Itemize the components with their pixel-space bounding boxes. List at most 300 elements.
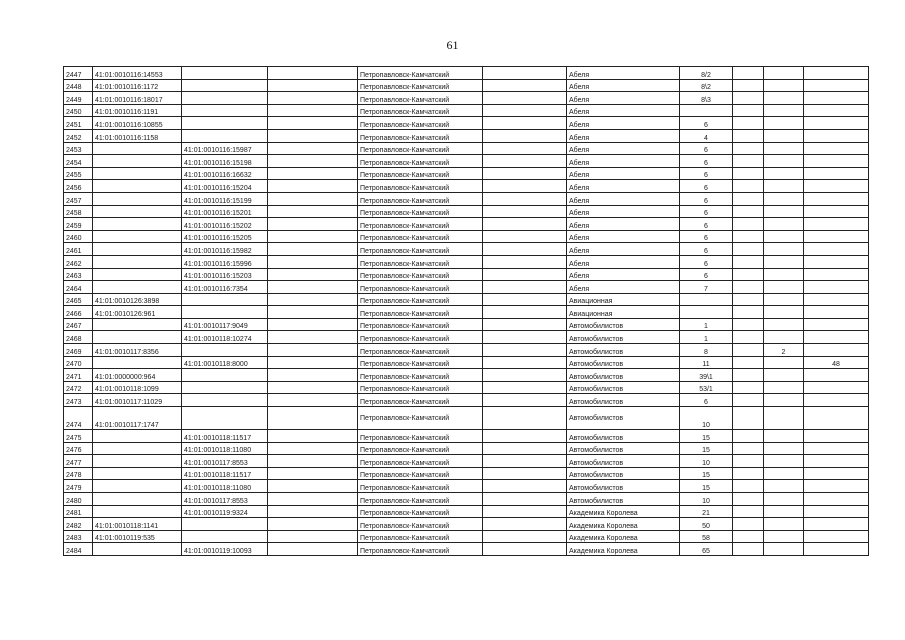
house-number-cell: 6 xyxy=(680,117,733,130)
street-cell: Абеля xyxy=(567,167,680,180)
extra-cell-1 xyxy=(733,142,764,155)
table-row xyxy=(64,430,869,443)
street-cell: Абеля xyxy=(567,92,680,105)
city-cell: Петропавловск-Камчатский xyxy=(358,356,483,369)
cadastral-number-alt-cell: 41:01:0010118:11517 xyxy=(182,430,268,443)
cadastral-number-cell xyxy=(93,180,182,193)
extra-cell-1 xyxy=(733,281,764,294)
empty-cell xyxy=(483,67,567,80)
cadastral-number-cell: 41:01:0010116:10855 xyxy=(93,117,182,130)
cadastral-number-cell: 41:01:0010116:1172 xyxy=(93,79,182,92)
extra-cell-1 xyxy=(733,230,764,243)
extra-cell-1 xyxy=(733,155,764,168)
empty-cell xyxy=(483,518,567,531)
extra-cell-3 xyxy=(804,430,869,443)
empty-cell xyxy=(268,67,358,80)
row-number-cell: 2469 xyxy=(64,344,93,357)
house-number-cell: 6 xyxy=(680,192,733,205)
row-number-cell: 2482 xyxy=(64,518,93,531)
house-number-cell: 6 xyxy=(680,255,733,268)
cadastral-number-alt-cell: 41:01:0010118:10274 xyxy=(182,331,268,344)
house-number-cell: 6 xyxy=(680,205,733,218)
city-cell: Петропавловск-Камчатский xyxy=(358,543,483,556)
empty-cell xyxy=(483,530,567,543)
city-cell: Петропавловск-Камчатский xyxy=(358,318,483,331)
cadastral-number-cell xyxy=(93,356,182,369)
empty-cell xyxy=(268,281,358,294)
table-row xyxy=(64,117,869,130)
extra-cell-1 xyxy=(733,518,764,531)
table-row xyxy=(64,530,869,543)
empty-cell xyxy=(268,155,358,168)
table-row xyxy=(64,442,869,455)
extra-cell-3: 48 xyxy=(804,356,869,369)
page-number: 61 xyxy=(446,38,459,52)
extra-cell-2 xyxy=(764,306,804,319)
extra-cell-3 xyxy=(804,518,869,531)
row-number-cell: 2480 xyxy=(64,493,93,506)
row-number-cell: 2455 xyxy=(64,167,93,180)
city-cell: Петропавловск-Камчатский xyxy=(358,530,483,543)
city-cell: Петропавловск-Камчатский xyxy=(358,467,483,480)
house-number-cell: 39\1 xyxy=(680,369,733,382)
table-row xyxy=(64,218,869,231)
street-cell: Авиационная xyxy=(567,293,680,306)
extra-cell-2 xyxy=(764,205,804,218)
table-row xyxy=(64,369,869,382)
house-number-cell: 10 xyxy=(680,455,733,468)
extra-cell-3 xyxy=(804,129,869,142)
empty-cell xyxy=(483,243,567,256)
row-number-cell: 2475 xyxy=(64,430,93,443)
city-cell: Петропавловск-Камчатский xyxy=(358,407,483,430)
row-number-cell: 2462 xyxy=(64,255,93,268)
row-number-cell: 2454 xyxy=(64,155,93,168)
empty-cell xyxy=(268,293,358,306)
city-cell: Петропавловск-Камчатский xyxy=(358,255,483,268)
extra-cell-2 xyxy=(764,505,804,518)
extra-cell-1 xyxy=(733,79,764,92)
city-cell: Петропавловск-Камчатский xyxy=(358,129,483,142)
city-cell: Петропавловск-Камчатский xyxy=(358,243,483,256)
extra-cell-3 xyxy=(804,281,869,294)
empty-cell xyxy=(268,530,358,543)
empty-cell xyxy=(268,142,358,155)
row-number-cell: 2449 xyxy=(64,92,93,105)
empty-cell xyxy=(268,92,358,105)
empty-cell xyxy=(268,480,358,493)
row-number-cell: 2474 xyxy=(64,407,93,430)
table-row xyxy=(64,67,869,80)
cadastral-number-alt-cell: 41:01:0010117:8553 xyxy=(182,493,268,506)
extra-cell-1 xyxy=(733,104,764,117)
table-row xyxy=(64,407,869,430)
empty-cell xyxy=(483,167,567,180)
cadastral-number-cell xyxy=(93,331,182,344)
city-cell: Петропавловск-Камчатский xyxy=(358,180,483,193)
cadastral-number-cell xyxy=(93,430,182,443)
street-cell: Автомобилистов xyxy=(567,344,680,357)
cadastral-number-alt-cell xyxy=(182,293,268,306)
row-number-cell: 2447 xyxy=(64,67,93,80)
empty-cell xyxy=(268,442,358,455)
cadastral-number-alt-cell: 41:01:0010119:9324 xyxy=(182,505,268,518)
empty-cell xyxy=(268,493,358,506)
street-cell: Академика Королева xyxy=(567,505,680,518)
row-number-cell: 2450 xyxy=(64,104,93,117)
extra-cell-2 xyxy=(764,104,804,117)
street-cell: Абеля xyxy=(567,180,680,193)
extra-cell-3 xyxy=(804,230,869,243)
extra-cell-1 xyxy=(733,129,764,142)
extra-cell-3 xyxy=(804,543,869,556)
street-cell: Абеля xyxy=(567,218,680,231)
extra-cell-2 xyxy=(764,331,804,344)
row-number-cell: 2472 xyxy=(64,381,93,394)
empty-cell xyxy=(483,442,567,455)
table-row xyxy=(64,455,869,468)
extra-cell-1 xyxy=(733,369,764,382)
street-cell: Абеля xyxy=(567,67,680,80)
extra-cell-1 xyxy=(733,530,764,543)
row-number-cell: 2468 xyxy=(64,331,93,344)
extra-cell-1 xyxy=(733,344,764,357)
empty-cell xyxy=(268,104,358,117)
table-row xyxy=(64,505,869,518)
cadastral-number-cell xyxy=(93,318,182,331)
empty-cell xyxy=(268,218,358,231)
street-cell: Академика Королева xyxy=(567,530,680,543)
extra-cell-3 xyxy=(804,331,869,344)
extra-cell-3 xyxy=(804,306,869,319)
extra-cell-2 xyxy=(764,407,804,430)
cadastral-number-cell xyxy=(93,442,182,455)
house-number-cell: 6 xyxy=(680,180,733,193)
empty-cell xyxy=(483,344,567,357)
extra-cell-1 xyxy=(733,381,764,394)
table-row xyxy=(64,293,869,306)
cadastral-number-alt-cell xyxy=(182,117,268,130)
cadastral-number-cell xyxy=(93,543,182,556)
extra-cell-2 xyxy=(764,142,804,155)
row-number-cell: 2484 xyxy=(64,543,93,556)
cadastral-number-cell xyxy=(93,230,182,243)
empty-cell xyxy=(483,268,567,281)
cadastral-number-alt-cell: 41:01:0010116:16632 xyxy=(182,167,268,180)
row-number-cell: 2456 xyxy=(64,180,93,193)
extra-cell-2 xyxy=(764,493,804,506)
house-number-cell: 6 xyxy=(680,167,733,180)
empty-cell xyxy=(268,230,358,243)
city-cell: Петропавловск-Камчатский xyxy=(358,104,483,117)
city-cell: Петропавловск-Камчатский xyxy=(358,230,483,243)
extra-cell-3 xyxy=(804,255,869,268)
house-number-cell xyxy=(680,293,733,306)
extra-cell-2 xyxy=(764,467,804,480)
cadastral-number-cell xyxy=(93,142,182,155)
cadastral-number-alt-cell: 41:01:0010116:15204 xyxy=(182,180,268,193)
extra-cell-1 xyxy=(733,243,764,256)
extra-cell-1 xyxy=(733,67,764,80)
cadastral-number-cell xyxy=(93,455,182,468)
empty-cell xyxy=(268,243,358,256)
empty-cell xyxy=(268,268,358,281)
extra-cell-1 xyxy=(733,167,764,180)
cadastral-number-alt-cell xyxy=(182,518,268,531)
house-number-cell: 7 xyxy=(680,281,733,294)
extra-cell-3 xyxy=(804,394,869,407)
house-number-cell: 10 xyxy=(680,493,733,506)
extra-cell-2 xyxy=(764,318,804,331)
cadastral-number-alt-cell xyxy=(182,369,268,382)
empty-cell xyxy=(268,117,358,130)
cadastral-number-cell xyxy=(93,281,182,294)
empty-cell xyxy=(268,518,358,531)
house-number-cell: 6 xyxy=(680,230,733,243)
table-row xyxy=(64,92,869,105)
extra-cell-1 xyxy=(733,356,764,369)
city-cell: Петропавловск-Камчатский xyxy=(358,381,483,394)
extra-cell-2 xyxy=(764,192,804,205)
cadastral-number-alt-cell xyxy=(182,79,268,92)
cadastral-number-cell: 41:01:0010117:8356 xyxy=(93,344,182,357)
extra-cell-1 xyxy=(733,192,764,205)
street-cell: Автомобилистов xyxy=(567,369,680,382)
cadastral-number-alt-cell: 41:01:0010118:11517 xyxy=(182,467,268,480)
extra-cell-2 xyxy=(764,381,804,394)
table-row xyxy=(64,467,869,480)
house-number-cell: 10 xyxy=(680,407,733,430)
house-number-cell: 15 xyxy=(680,467,733,480)
cadastral-number-alt-cell: 41:01:0010116:15202 xyxy=(182,218,268,231)
extra-cell-2 xyxy=(764,268,804,281)
cadastral-number-cell xyxy=(93,167,182,180)
table-row xyxy=(64,480,869,493)
cadastral-number-alt-cell xyxy=(182,306,268,319)
empty-cell xyxy=(483,331,567,344)
extra-cell-1 xyxy=(733,455,764,468)
address-registry-table xyxy=(63,66,869,556)
extra-cell-3 xyxy=(804,67,869,80)
empty-cell xyxy=(483,142,567,155)
extra-cell-2 xyxy=(764,67,804,80)
extra-cell-2 xyxy=(764,129,804,142)
extra-cell-1 xyxy=(733,205,764,218)
cadastral-number-cell: 41:01:0010119:535 xyxy=(93,530,182,543)
cadastral-number-cell xyxy=(93,255,182,268)
extra-cell-3 xyxy=(804,92,869,105)
street-cell: Автомобилистов xyxy=(567,493,680,506)
city-cell: Петропавловск-Камчатский xyxy=(358,480,483,493)
city-cell: Петропавловск-Камчатский xyxy=(358,218,483,231)
empty-cell xyxy=(483,192,567,205)
house-number-cell xyxy=(680,306,733,319)
house-number-cell: 4 xyxy=(680,129,733,142)
empty-cell xyxy=(483,467,567,480)
extra-cell-2: 2 xyxy=(764,344,804,357)
row-number-cell: 2476 xyxy=(64,442,93,455)
cadastral-number-cell xyxy=(93,480,182,493)
house-number-cell: 8 xyxy=(680,344,733,357)
table-row xyxy=(64,255,869,268)
house-number-cell: 6 xyxy=(680,218,733,231)
table-row xyxy=(64,331,869,344)
cadastral-number-cell: 41:01:0010116:18017 xyxy=(93,92,182,105)
empty-cell xyxy=(483,205,567,218)
table-row xyxy=(64,306,869,319)
empty-cell xyxy=(268,369,358,382)
extra-cell-1 xyxy=(733,268,764,281)
street-cell: Автомобилистов xyxy=(567,381,680,394)
empty-cell xyxy=(483,117,567,130)
extra-cell-3 xyxy=(804,344,869,357)
extra-cell-3 xyxy=(804,117,869,130)
cadastral-number-alt-cell xyxy=(182,92,268,105)
empty-cell xyxy=(483,369,567,382)
city-cell: Петропавловск-Камчатский xyxy=(358,518,483,531)
extra-cell-1 xyxy=(733,218,764,231)
extra-cell-3 xyxy=(804,442,869,455)
cadastral-number-alt-cell: 41:01:0010118:11080 xyxy=(182,480,268,493)
cadastral-number-cell: 41:01:0010118:1099 xyxy=(93,381,182,394)
cadastral-number-alt-cell: 41:01:0010116:15201 xyxy=(182,205,268,218)
row-number-cell: 2464 xyxy=(64,281,93,294)
cadastral-number-alt-cell: 41:01:0010116:15205 xyxy=(182,230,268,243)
row-number-cell: 2471 xyxy=(64,369,93,382)
registry-body xyxy=(64,67,869,556)
table-row xyxy=(64,205,869,218)
cadastral-number-alt-cell xyxy=(182,407,268,430)
house-number-cell: 15 xyxy=(680,430,733,443)
extra-cell-1 xyxy=(733,180,764,193)
extra-cell-3 xyxy=(804,180,869,193)
street-cell: Авиационная xyxy=(567,306,680,319)
table-row xyxy=(64,543,869,556)
house-number-cell: 6 xyxy=(680,268,733,281)
cadastral-number-cell: 41:01:0010118:1141 xyxy=(93,518,182,531)
extra-cell-3 xyxy=(804,293,869,306)
cadastral-number-alt-cell: 41:01:0010116:15203 xyxy=(182,268,268,281)
city-cell: Петропавловск-Камчатский xyxy=(358,79,483,92)
house-number-cell: 50 xyxy=(680,518,733,531)
empty-cell xyxy=(268,407,358,430)
table-row xyxy=(64,129,869,142)
table-row xyxy=(64,318,869,331)
street-cell: Абеля xyxy=(567,104,680,117)
house-number-cell: 15 xyxy=(680,480,733,493)
street-cell: Абеля xyxy=(567,255,680,268)
street-cell: Автомобилистов xyxy=(567,430,680,443)
cadastral-number-alt-cell: 41:01:0010116:15198 xyxy=(182,155,268,168)
extra-cell-3 xyxy=(804,218,869,231)
empty-cell xyxy=(483,255,567,268)
extra-cell-3 xyxy=(804,381,869,394)
city-cell: Петропавловск-Камчатский xyxy=(358,92,483,105)
extra-cell-1 xyxy=(733,117,764,130)
extra-cell-2 xyxy=(764,394,804,407)
street-cell: Автомобилистов xyxy=(567,318,680,331)
empty-cell xyxy=(268,381,358,394)
empty-cell xyxy=(483,381,567,394)
city-cell: Петропавловск-Камчатский xyxy=(358,205,483,218)
row-number-cell: 2460 xyxy=(64,230,93,243)
street-cell: Абеля xyxy=(567,230,680,243)
empty-cell xyxy=(483,356,567,369)
empty-cell xyxy=(483,505,567,518)
street-cell: Автомобилистов xyxy=(567,356,680,369)
table-row xyxy=(64,281,869,294)
street-cell: Абеля xyxy=(567,129,680,142)
cadastral-number-cell: 41:01:0000000:964 xyxy=(93,369,182,382)
extra-cell-1 xyxy=(733,493,764,506)
city-cell: Петропавловск-Камчатский xyxy=(358,192,483,205)
extra-cell-3 xyxy=(804,155,869,168)
table-row xyxy=(64,344,869,357)
street-cell: Абеля xyxy=(567,205,680,218)
extra-cell-1 xyxy=(733,505,764,518)
cadastral-number-alt-cell: 41:01:0010118:8000 xyxy=(182,356,268,369)
row-number-cell: 2466 xyxy=(64,306,93,319)
extra-cell-2 xyxy=(764,356,804,369)
empty-cell xyxy=(268,255,358,268)
extra-cell-2 xyxy=(764,281,804,294)
house-number-cell: 21 xyxy=(680,505,733,518)
table-row xyxy=(64,180,869,193)
empty-cell xyxy=(483,281,567,294)
house-number-cell: 8\3 xyxy=(680,92,733,105)
extra-cell-1 xyxy=(733,394,764,407)
row-number-cell: 2452 xyxy=(64,129,93,142)
street-cell: Академика Королева xyxy=(567,543,680,556)
cadastral-number-cell xyxy=(93,268,182,281)
extra-cell-2 xyxy=(764,480,804,493)
extra-cell-1 xyxy=(733,92,764,105)
cadastral-number-alt-cell: 41:01:0010116:7354 xyxy=(182,281,268,294)
extra-cell-2 xyxy=(764,79,804,92)
empty-cell xyxy=(268,356,358,369)
street-cell: Абеля xyxy=(567,268,680,281)
cadastral-number-alt-cell xyxy=(182,67,268,80)
city-cell: Петропавловск-Камчатский xyxy=(358,293,483,306)
table-row xyxy=(64,142,869,155)
cadastral-number-cell: 41:01:0010116:1158 xyxy=(93,129,182,142)
row-number-cell: 2458 xyxy=(64,205,93,218)
extra-cell-1 xyxy=(733,293,764,306)
empty-cell xyxy=(483,129,567,142)
row-number-cell: 2453 xyxy=(64,142,93,155)
table-row xyxy=(64,268,869,281)
table-row xyxy=(64,243,869,256)
cadastral-number-cell: 41:01:0010116:14553 xyxy=(93,67,182,80)
empty-cell xyxy=(268,79,358,92)
extra-cell-3 xyxy=(804,268,869,281)
empty-cell xyxy=(268,505,358,518)
cadastral-number-alt-cell: 41:01:0010116:15199 xyxy=(182,192,268,205)
cadastral-number-cell xyxy=(93,243,182,256)
house-number-cell: 6 xyxy=(680,243,733,256)
extra-cell-3 xyxy=(804,142,869,155)
extra-cell-2 xyxy=(764,92,804,105)
house-number-cell: 8\2 xyxy=(680,79,733,92)
street-cell: Абеля xyxy=(567,142,680,155)
cadastral-number-cell xyxy=(93,205,182,218)
extra-cell-3 xyxy=(804,530,869,543)
table-row xyxy=(64,155,869,168)
house-number-cell: 15 xyxy=(680,442,733,455)
empty-cell xyxy=(483,155,567,168)
extra-cell-3 xyxy=(804,104,869,117)
empty-cell xyxy=(483,394,567,407)
